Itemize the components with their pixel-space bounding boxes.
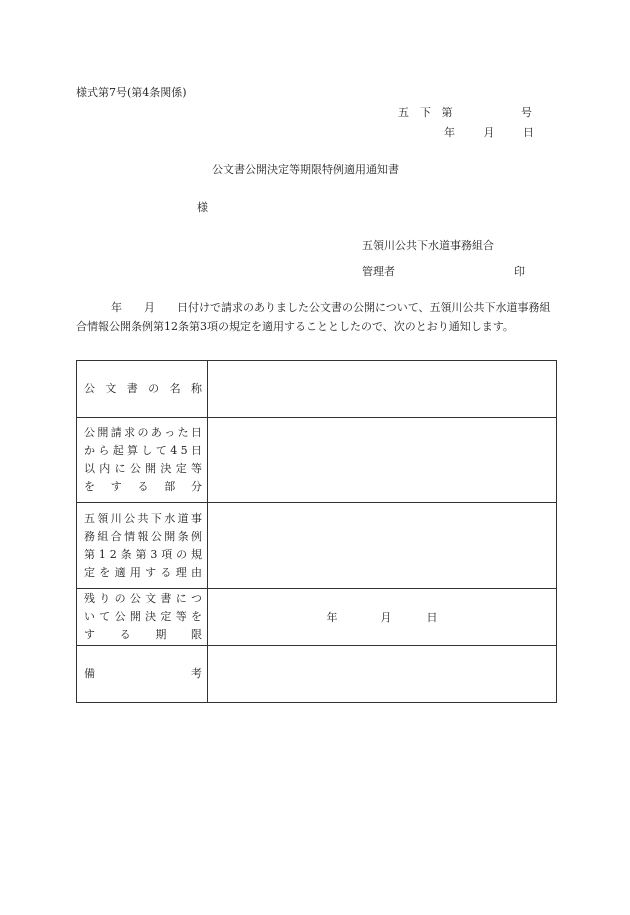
value-deadline[interactable]	[208, 589, 557, 646]
addressee-suffix: 様	[197, 201, 208, 214]
label-line: 備 考	[84, 667, 202, 680]
form-label: 様式第7号(第4条関係)	[76, 86, 187, 99]
value-document-name[interactable]	[208, 361, 557, 418]
number-dai: 第	[441, 106, 453, 119]
body-month: 月	[144, 301, 155, 314]
deadline-month: 月	[380, 611, 392, 624]
date-month: 月	[483, 126, 495, 139]
table-row	[77, 503, 557, 589]
label-line: 公 開 請 求 の あ っ た 日	[84, 426, 202, 439]
label-line: 務 組 合 情 報 公 開 条 例	[84, 529, 202, 543]
notice-table	[76, 360, 557, 703]
seal-mark: 印	[514, 265, 525, 278]
label-line: い て 公 開 決 定 等 を	[84, 610, 202, 623]
deadline-date	[327, 609, 438, 625]
table-row	[77, 361, 557, 418]
label-line: 定 を 適 用 す る 理 由	[84, 565, 202, 579]
label-reason	[77, 503, 208, 589]
document-date	[444, 124, 534, 140]
body-text: 日付けで請求のありました公文書の公開について、五領川公共下水道事務組合情報公開条例第12条第3項の規定を適用することとしたので、次のとおり通知します。	[76, 301, 551, 333]
label-line: す る 期 限	[84, 628, 202, 641]
date-year: 年	[444, 126, 455, 139]
body-year: 年	[111, 301, 122, 314]
number-go: 号	[521, 106, 532, 119]
number-prefix: 五 下	[398, 106, 431, 119]
label-document-name	[77, 361, 208, 418]
table-row	[77, 418, 557, 503]
label-deadline	[77, 589, 208, 646]
value-reason[interactable]	[208, 503, 557, 589]
label-line: 公 文 書 の 名 称	[84, 382, 202, 395]
sender-manager: 管理者	[362, 265, 395, 278]
document-title: 公文書公開決定等期限特例適用通知書	[212, 163, 399, 176]
label-line: 五 領 川 公 共 下 水 道 事	[84, 511, 202, 525]
body-paragraph	[76, 298, 558, 336]
label-line: 第 1 2 条 第 3 項 の 規	[84, 547, 202, 561]
label-line: を す る 部 分	[84, 480, 202, 493]
label-partial-decision	[77, 418, 208, 503]
date-day: 日	[523, 126, 534, 139]
table-row	[77, 646, 557, 703]
deadline-year: 年	[326, 611, 338, 624]
document-number	[398, 104, 532, 120]
label-line: 以 内 に 公 開 決 定 等	[84, 462, 202, 475]
deadline-day: 日	[426, 611, 438, 624]
table-row	[77, 589, 557, 646]
value-partial-decision[interactable]	[208, 418, 557, 503]
value-remarks[interactable]	[208, 646, 557, 703]
label-line: か ら 起 算 し て 4 5 日	[84, 444, 202, 457]
label-line: 残 り の 公 文 書 に つ	[84, 592, 202, 605]
sender-organization: 五領川公共下水道事務組合	[362, 239, 494, 252]
label-remarks	[77, 646, 208, 703]
